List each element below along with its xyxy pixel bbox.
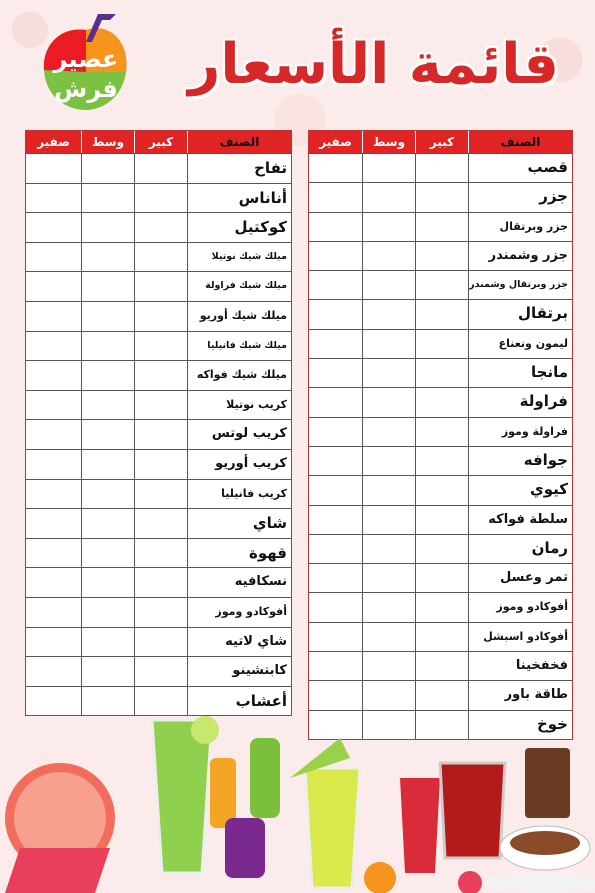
- table-row: [26, 567, 291, 597]
- price-cell-small: [309, 388, 362, 416]
- price-cell-big: [415, 213, 468, 241]
- price-cell-big: [134, 598, 187, 627]
- header-mid: وسط: [81, 131, 134, 153]
- price-cell-big: [415, 447, 468, 475]
- price-cell-small: [26, 361, 81, 390]
- table-row: [309, 592, 572, 621]
- item-name: نسكافيه: [187, 568, 291, 597]
- price-cell-mid: [81, 450, 134, 479]
- tea-glass-icon: [440, 763, 505, 858]
- item-name: برتقال: [468, 300, 572, 328]
- price-cell-big: [415, 388, 468, 416]
- bottle-icon: [250, 738, 280, 818]
- table-row: [309, 534, 572, 563]
- item-name: قهوة: [187, 539, 291, 568]
- price-cell-small: [26, 154, 81, 183]
- price-cell-big: [134, 539, 187, 568]
- price-cell-big: [134, 657, 187, 686]
- price-cell-mid: [81, 272, 134, 301]
- price-cell-big: [415, 154, 468, 182]
- price-cell-small: [26, 568, 81, 597]
- price-cell-small: [26, 302, 81, 331]
- price-cell-big: [134, 272, 187, 301]
- price-cell-mid: [362, 300, 415, 328]
- table-row: [309, 622, 572, 651]
- price-cell-big: [134, 509, 187, 538]
- strawberry-juice-icon: [400, 778, 440, 873]
- price-cell-small: [309, 652, 362, 680]
- item-name: شاي لاتيه: [187, 628, 291, 657]
- price-cell-small: [309, 476, 362, 504]
- item-name: أناناس: [187, 184, 291, 213]
- table-row: [26, 419, 291, 449]
- price-cell-small: [309, 564, 362, 592]
- table-row: [309, 299, 572, 328]
- price-cell-small: [309, 447, 362, 475]
- price-cell-mid: [362, 476, 415, 504]
- header-small: صفير: [319, 135, 352, 149]
- table-header: [309, 131, 572, 153]
- price-cell-big: [134, 302, 187, 331]
- price-cell-big: [415, 242, 468, 270]
- price-cell-big: [134, 391, 187, 420]
- price-cell-mid: [362, 564, 415, 592]
- price-table-right: [308, 130, 573, 740]
- table-row: [309, 358, 572, 387]
- item-name: طاقة باور: [468, 681, 572, 709]
- price-cell-small: [26, 539, 81, 568]
- table-row: [26, 212, 291, 242]
- drinks-illustration: [0, 698, 595, 893]
- item-name: ميلك شيك فانيليا: [187, 332, 291, 361]
- price-cell-big: [134, 213, 187, 242]
- header-big: كبير: [415, 131, 468, 153]
- price-cell-mid: [362, 388, 415, 416]
- price-cell-small: [26, 509, 81, 538]
- table-row: [26, 153, 291, 183]
- lime-icon: [191, 716, 219, 744]
- price-cell-big: [415, 300, 468, 328]
- table-row: [26, 627, 291, 657]
- price-cell-mid: [362, 242, 415, 270]
- price-cell-big: [415, 330, 468, 358]
- price-cell-big: [134, 450, 187, 479]
- price-cell-small: [26, 243, 81, 272]
- price-cell-mid: [81, 420, 134, 449]
- item-name: ميلك شيك فواكه: [187, 361, 291, 390]
- item-name: ميلك شيك نوتيلا: [187, 243, 291, 272]
- item-name: شاي: [187, 509, 291, 538]
- lemon-juice-glass-icon: [305, 768, 360, 888]
- price-cell-big: [134, 628, 187, 657]
- price-cell-big: [415, 476, 468, 504]
- price-cell-big: [134, 154, 187, 183]
- table-header: [26, 131, 291, 153]
- item-name: فراولة: [468, 388, 572, 416]
- price-cell-mid: [362, 271, 415, 299]
- price-cell-small: [309, 213, 362, 241]
- price-cell-mid: [81, 391, 134, 420]
- price-cell-big: [415, 359, 468, 387]
- price-cell-big: [134, 332, 187, 361]
- item-name: أفوكادو اسبشل: [468, 623, 572, 651]
- table-row: [309, 651, 572, 680]
- table-row: [309, 182, 572, 211]
- price-cell-mid: [81, 480, 134, 509]
- item-name: جزر وبرتقال وشمندر: [468, 271, 572, 299]
- item-name: أفوكادو وموز: [468, 593, 572, 621]
- price-cell-small: [26, 213, 81, 242]
- table-row: [309, 563, 572, 592]
- price-cell-mid: [362, 183, 415, 211]
- item-name: فراولة وموز: [468, 418, 572, 446]
- item-name: جزر وبرتقال: [468, 213, 572, 241]
- logo-text-bottom: فرش: [54, 75, 118, 103]
- table-row: [309, 446, 572, 475]
- price-cell-big: [415, 271, 468, 299]
- price-cell-big: [415, 418, 468, 446]
- price-cell-small: [309, 418, 362, 446]
- table-row: [309, 329, 572, 358]
- price-cell-small: [26, 332, 81, 361]
- price-cell-big: [134, 184, 187, 213]
- table-row: [309, 153, 572, 182]
- price-cell-mid: [362, 213, 415, 241]
- price-cell-mid: [362, 359, 415, 387]
- price-cell-small: [309, 183, 362, 211]
- price-cell-mid: [81, 568, 134, 597]
- price-cell-small: [309, 300, 362, 328]
- table-row: [26, 331, 291, 361]
- table-row: [26, 508, 291, 538]
- price-cell-small: [26, 272, 81, 301]
- item-name: كريب لوتس: [187, 420, 291, 449]
- price-cell-mid: [81, 539, 134, 568]
- price-cell-small: [26, 420, 81, 449]
- price-cell-mid: [81, 184, 134, 213]
- price-cell-mid: [362, 593, 415, 621]
- price-cell-mid: [81, 213, 134, 242]
- price-cell-mid: [81, 243, 134, 272]
- table-row: [26, 271, 291, 301]
- berry-icon: [458, 871, 482, 893]
- bottle-icon: [225, 818, 265, 878]
- header-item: الصنف: [468, 131, 572, 153]
- item-name: ميلك شيك فراولة: [187, 272, 291, 301]
- price-cell-small: [309, 359, 362, 387]
- price-cell-big: [134, 243, 187, 272]
- table-row: [26, 301, 291, 331]
- header-small: صفير: [37, 135, 70, 149]
- price-cell-big: [134, 420, 187, 449]
- item-name: ميلك شيك أوريو: [187, 302, 291, 331]
- price-cell-mid: [81, 302, 134, 331]
- table-row: [309, 212, 572, 241]
- price-cell-mid: [81, 332, 134, 361]
- price-cell-small: [26, 450, 81, 479]
- item-name: كيوي: [468, 476, 572, 504]
- price-cell-small: [26, 391, 81, 420]
- item-name: تمر وعسل: [468, 564, 572, 592]
- item-name: قصب: [468, 154, 572, 182]
- item-name: كريب أوريو: [187, 450, 291, 479]
- item-name: مانجا: [468, 359, 572, 387]
- price-cell-small: [309, 154, 362, 182]
- table-body-left: [26, 153, 291, 715]
- price-cell-small: [309, 242, 362, 270]
- price-cell-big: [415, 506, 468, 534]
- item-name: كوكتيل: [187, 213, 291, 242]
- table-row: [26, 656, 291, 686]
- item-name: رمان: [468, 535, 572, 563]
- price-cell-big: [415, 183, 468, 211]
- table-row: [309, 417, 572, 446]
- item-name: سلطة فواكه: [468, 506, 572, 534]
- price-cell-mid: [362, 623, 415, 651]
- price-cell-small: [309, 623, 362, 651]
- price-cell-small: [26, 628, 81, 657]
- price-cell-big: [415, 535, 468, 563]
- item-name: جزر وشمندر: [468, 242, 572, 270]
- price-cell-big: [134, 361, 187, 390]
- item-name: جوافه: [468, 447, 572, 475]
- bottle-icon: [210, 758, 236, 828]
- table-row: [26, 183, 291, 213]
- price-cell-small: [26, 480, 81, 509]
- price-cell-big: [415, 623, 468, 651]
- table-row: [309, 241, 572, 270]
- price-table-left: [25, 130, 292, 716]
- header-big: كبير: [134, 131, 187, 153]
- price-cell-small: [26, 598, 81, 627]
- price-cell-mid: [362, 535, 415, 563]
- table-row: [309, 387, 572, 416]
- price-cell-big: [134, 480, 187, 509]
- price-cell-big: [134, 568, 187, 597]
- price-cell-mid: [362, 154, 415, 182]
- price-cell-small: [26, 657, 81, 686]
- logo: [40, 12, 132, 112]
- price-cell-mid: [81, 361, 134, 390]
- price-cell-mid: [362, 447, 415, 475]
- table-row: [26, 479, 291, 509]
- price-cell-mid: [362, 652, 415, 680]
- table-row: [26, 360, 291, 390]
- price-cell-mid: [81, 509, 134, 538]
- item-name: خوخ: [468, 711, 572, 739]
- table-row: [26, 242, 291, 272]
- price-cell-mid: [362, 418, 415, 446]
- price-cell-small: [309, 271, 362, 299]
- price-cell-mid: [362, 506, 415, 534]
- item-name: جزر: [468, 183, 572, 211]
- price-cell-big: [415, 652, 468, 680]
- price-cell-mid: [81, 657, 134, 686]
- item-name: كابتشينو: [187, 657, 291, 686]
- price-cell-small: [309, 330, 362, 358]
- grapefruit-slice-icon: [5, 848, 110, 893]
- item-name: فخفخينا: [468, 652, 572, 680]
- header-item: الصنف: [187, 131, 291, 153]
- price-cell-small: [309, 593, 362, 621]
- table-row: [309, 475, 572, 504]
- price-cell-big: [415, 593, 468, 621]
- price-cell-mid: [362, 330, 415, 358]
- logo-text-top: عصير: [53, 45, 119, 73]
- table-row: [309, 270, 572, 299]
- table-row: [26, 390, 291, 420]
- price-cell-mid: [81, 598, 134, 627]
- item-name: أفوكادو وموز: [187, 598, 291, 627]
- item-name: تفاح: [187, 154, 291, 183]
- item-name: كريب فانيليا: [187, 480, 291, 509]
- iced-coffee-icon: [525, 748, 570, 818]
- price-cell-big: [415, 564, 468, 592]
- table-row: [26, 538, 291, 568]
- header-mid: وسط: [362, 131, 415, 153]
- table-row: [26, 597, 291, 627]
- price-cell-small: [309, 535, 362, 563]
- table-row: [309, 505, 572, 534]
- orange-icon: [364, 862, 396, 893]
- table-row: [26, 449, 291, 479]
- price-cell-small: [26, 184, 81, 213]
- price-cell-mid: [81, 154, 134, 183]
- price-cell-small: [309, 506, 362, 534]
- price-cell-mid: [81, 628, 134, 657]
- item-name: أعشاب: [187, 687, 291, 716]
- table-body-right: [309, 153, 572, 739]
- item-name: كريب نوتيلا: [187, 391, 291, 420]
- item-name: ليمون ونعناع: [468, 330, 572, 358]
- page-title: قائمة الأسعار: [188, 32, 559, 97]
